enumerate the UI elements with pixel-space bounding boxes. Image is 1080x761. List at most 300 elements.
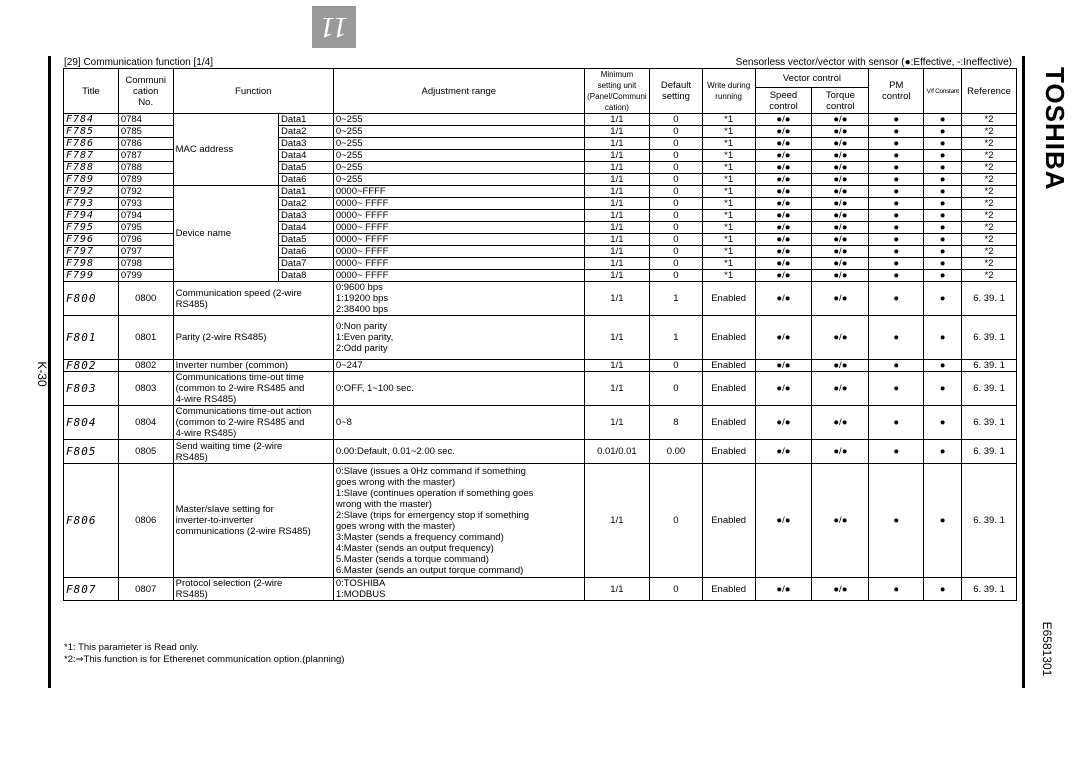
adjustment-range: 0~255 [333,138,584,150]
communication-number: 0803 [118,372,173,406]
reference: *2 [962,210,1017,222]
default-setting: 0 [650,174,703,186]
header-pm-control: PM control [869,69,924,114]
vf-constant-mark: ● [924,186,962,198]
speed-control-mark: ●/● [755,162,812,174]
pm-control-mark: ● [869,440,924,464]
pm-control-mark: ● [869,186,924,198]
communication-number: 0806 [118,464,173,578]
speed-control-mark: ●/● [755,440,812,464]
adjustment-range: 0:Non parity 1:Even parity, 2:Odd parity [333,316,584,360]
adjustment-range: 0000~ FFFF [333,258,584,270]
reference: *2 [962,150,1017,162]
parameter-title: F806 [64,464,119,578]
vf-constant-mark: ● [924,234,962,246]
minimum-unit: 1/1 [584,126,649,138]
communication-number: 0799 [118,270,173,282]
data-index: Data3 [279,138,334,150]
torque-control-mark: ●/● [812,316,869,360]
write-during-running: Enabled [702,406,755,440]
speed-control-mark: ●/● [755,258,812,270]
speed-control-mark: ●/● [755,282,812,316]
pm-control-mark: ● [869,270,924,282]
vf-constant-mark: ● [924,246,962,258]
default-setting: 0 [650,258,703,270]
write-during-running: *1 [702,246,755,258]
header-communication-no: Communi cation No. [118,69,173,114]
minimum-unit: 1/1 [584,186,649,198]
table-row [64,316,1017,360]
header-default: Default setting [650,69,703,114]
speed-control-mark: ●/● [755,114,812,126]
torque-control-mark: ●/● [812,162,869,174]
function-description: Send waiting time (2-wire RS485) [173,440,333,464]
default-setting: 1 [650,282,703,316]
default-setting: 0 [650,162,703,174]
torque-control-mark: ●/● [812,282,869,316]
torque-control-mark: ●/● [812,138,869,150]
vf-constant-mark: ● [924,464,962,578]
parameter-title: F805 [64,440,119,464]
write-during-running: *1 [702,114,755,126]
write-during-running: *1 [702,126,755,138]
header-speed-control: Speed control [755,88,812,114]
parameter-title: F799 [64,270,119,282]
communication-number: 0805 [118,440,173,464]
communication-number: 0786 [118,138,173,150]
table-row [64,360,1017,372]
vf-constant-mark: ● [924,210,962,222]
communication-number: 0796 [118,234,173,246]
communication-number: 0792 [118,186,173,198]
default-setting: 0 [650,246,703,258]
default-setting: 0 [650,360,703,372]
parameter-table [63,68,1017,601]
communication-number: 0789 [118,174,173,186]
function-description: Parity (2-wire RS485) [173,316,333,360]
function-description: Communications time-out time (common to 2-wire RS485 and 4-wire RS485) [173,372,333,406]
right-margin-rule [1022,56,1025,688]
pm-control-mark: ● [869,234,924,246]
default-setting: 0 [650,372,703,406]
minimum-unit: 1/1 [584,174,649,186]
pm-control-mark: ● [869,174,924,186]
reference: *2 [962,270,1017,282]
default-setting: 0 [650,210,703,222]
adjustment-range: 0~8 [333,406,584,440]
adjustment-range: 0~255 [333,174,584,186]
communication-number: 0788 [118,162,173,174]
speed-control-mark: ●/● [755,464,812,578]
write-during-running: *1 [702,150,755,162]
function-description: Protocol selection (2-wire RS485) [173,578,333,601]
speed-control-mark: ●/● [755,578,812,601]
parameter-title: F795 [64,222,119,234]
minimum-unit: 1/1 [584,210,649,222]
torque-control-mark: ●/● [812,174,869,186]
pm-control-mark: ● [869,198,924,210]
pm-control-mark: ● [869,138,924,150]
vf-constant-mark: ● [924,270,962,282]
torque-control-mark: ●/● [812,150,869,162]
vf-constant-mark: ● [924,198,962,210]
pm-control-mark: ● [869,464,924,578]
header-title: Title [64,69,119,114]
parameter-title: F792 [64,186,119,198]
data-index: Data6 [279,246,334,258]
pm-control-mark: ● [869,258,924,270]
minimum-unit: 1/1 [584,138,649,150]
pm-control-mark: ● [869,162,924,174]
reference: *2 [962,138,1017,150]
vf-constant-mark: ● [924,360,962,372]
parameter-title: F807 [64,578,119,601]
parameter-title: F804 [64,406,119,440]
table-row [64,372,1017,406]
reference: *2 [962,114,1017,126]
torque-control-mark: ●/● [812,234,869,246]
minimum-unit: 1/1 [584,198,649,210]
header-torque-control: Torque control [812,88,869,114]
default-setting: 0 [650,270,703,282]
parameter-title: F800 [64,282,119,316]
speed-control-mark: ●/● [755,138,812,150]
pm-control-mark: ● [869,406,924,440]
torque-control-mark: ●/● [812,198,869,210]
header-reference: Reference [962,69,1017,114]
vf-constant-mark: ● [924,114,962,126]
device-name-function: Device name [173,186,278,282]
write-during-running: Enabled [702,578,755,601]
minimum-unit: 1/1 [584,234,649,246]
speed-control-mark: ●/● [755,150,812,162]
vf-constant-mark: ● [924,282,962,316]
vf-constant-mark: ● [924,126,962,138]
data-index: Data1 [279,114,334,126]
header-function: Function [173,69,333,114]
minimum-unit: 1/1 [584,114,649,126]
communication-number: 0787 [118,150,173,162]
communication-number: 0797 [118,246,173,258]
pm-control-mark: ● [869,150,924,162]
write-during-running: Enabled [702,360,755,372]
vf-constant-mark: ● [924,150,962,162]
footnotes [64,642,344,666]
communication-number: 0798 [118,258,173,270]
reference: 6. 39. 1 [962,360,1017,372]
default-setting: 0 [650,186,703,198]
function-description: Communications time-out action (common to 2-wire RS485 and 4-wire RS485) [173,406,333,440]
header-vector-control: Vector control [755,69,869,88]
minimum-unit: 1/1 [584,406,649,440]
vf-constant-mark: ● [924,258,962,270]
pm-control-mark: ● [869,246,924,258]
reference: 6. 39. 1 [962,578,1017,601]
adjustment-range: 0~247 [333,360,584,372]
adjustment-range: 0~255 [333,162,584,174]
default-setting: 0 [650,114,703,126]
adjustment-range: 0000~ FFFF [333,246,584,258]
adjustment-range: 0.00:Default, 0.01~2.00 sec. [333,440,584,464]
speed-control-mark: ●/● [755,222,812,234]
speed-control-mark: ●/● [755,360,812,372]
parameter-title: F798 [64,258,119,270]
parameter-title: F802 [64,360,119,372]
write-during-running: *1 [702,162,755,174]
write-during-running: Enabled [702,282,755,316]
torque-control-mark: ●/● [812,440,869,464]
torque-control-mark: ●/● [812,360,869,372]
reference: *2 [962,162,1017,174]
default-setting: 0 [650,234,703,246]
minimum-unit: 1/1 [584,360,649,372]
parameter-title: F793 [64,198,119,210]
communication-number: 0785 [118,126,173,138]
data-index: Data3 [279,210,334,222]
table-row [64,114,1017,126]
reference: 6. 39. 1 [962,406,1017,440]
default-setting: 0 [650,198,703,210]
minimum-unit: 1/1 [584,150,649,162]
parameter-title: F784 [64,114,119,126]
vf-constant-mark: ● [924,406,962,440]
default-setting: 0 [650,578,703,601]
header-adjustment-range: Adjustment range [333,69,584,114]
header-write-running: Write during running [702,69,755,114]
adjustment-range: 0:OFF, 1~100 sec. [333,372,584,406]
write-during-running: *1 [702,270,755,282]
data-index: Data5 [279,162,334,174]
chapter-tab [312,6,356,48]
write-during-running: *1 [702,138,755,150]
adjustment-range: 0000~ FFFF [333,198,584,210]
document-code: E6581301 [1040,621,1054,677]
parameter-title: F803 [64,372,119,406]
minimum-unit: 0.01/0.01 [584,440,649,464]
data-index: Data5 [279,234,334,246]
adjustment-range: 0000~ FFFF [333,222,584,234]
write-during-running: Enabled [702,464,755,578]
pm-control-mark: ● [869,114,924,126]
torque-control-mark: ●/● [812,464,869,578]
torque-control-mark: ●/● [812,578,869,601]
reference: 6. 39. 1 [962,282,1017,316]
reference: 6. 39. 1 [962,440,1017,464]
adjustment-range: 0000~FFFF [333,186,584,198]
page-number: K-30 [35,361,49,387]
reference: *2 [962,246,1017,258]
adjustment-range: 0000~ FFFF [333,270,584,282]
adjustment-range: 0000~ FFFF [333,210,584,222]
reference: *2 [962,198,1017,210]
speed-control-mark: ●/● [755,406,812,440]
parameter-title: F801 [64,316,119,360]
adjustment-range: 0:Slave (issues a 0Hz command if something goes wrong with the master) 1:Slave (continues operation if something goes wrong with the master) 2:Slave (trips for emergency stop if something goes wrong with the master) 3:Master (sends a frequency command) 4:Master (sends an output frequency) 5.Master (sends a torque command) 6.Master (sends an output torque command) [333,464,584,578]
adjustment-range: 0~255 [333,150,584,162]
speed-control-mark: ●/● [755,186,812,198]
pm-control-mark: ● [869,360,924,372]
function-description: Inverter number (common) [173,360,333,372]
speed-control-mark: ●/● [755,372,812,406]
pm-control-mark: ● [869,372,924,406]
vf-constant-mark: ● [924,222,962,234]
table-row [64,464,1017,578]
torque-control-mark: ●/● [812,210,869,222]
vf-constant-mark: ● [924,316,962,360]
data-index: Data4 [279,150,334,162]
torque-control-mark: ●/● [812,406,869,440]
minimum-unit: 1/1 [584,246,649,258]
write-during-running: *1 [702,234,755,246]
pm-control-mark: ● [869,578,924,601]
table-row [64,186,1017,198]
adjustment-range: 0~255 [333,114,584,126]
write-during-running: *1 [702,198,755,210]
write-during-running: Enabled [702,372,755,406]
adjustment-range: 0:TOSHIBA 1:MODBUS [333,578,584,601]
brand-logo: TOSHIBA [1040,67,1070,191]
reference: *2 [962,126,1017,138]
reference: *2 [962,258,1017,270]
parameter-title: F785 [64,126,119,138]
communication-number: 0804 [118,406,173,440]
table-row [64,440,1017,464]
torque-control-mark: ●/● [812,222,869,234]
parameter-title: F797 [64,246,119,258]
speed-control-mark: ●/● [755,234,812,246]
section-title: [29] Communication function [1/4] [64,57,213,68]
reference: *2 [962,222,1017,234]
speed-control-mark: ●/● [755,246,812,258]
footnote-1: *1: This parameter is Read only. [64,642,199,653]
default-setting: 0 [650,464,703,578]
data-index: Data2 [279,126,334,138]
header-row [64,69,1017,88]
header-min-unit: Minimum setting unit (Panel/Communi cation) [584,69,649,114]
data-index: Data4 [279,222,334,234]
reference: *2 [962,174,1017,186]
pm-control-mark: ● [869,210,924,222]
vf-constant-mark: ● [924,174,962,186]
minimum-unit: 1/1 [584,222,649,234]
adjustment-range: 0:9600 bps 1:19200 bps 2:38400 bps [333,282,584,316]
chapter-number: 11 [320,11,348,44]
write-during-running: *1 [702,222,755,234]
speed-control-mark: ●/● [755,316,812,360]
torque-control-mark: ●/● [812,372,869,406]
write-during-running: *1 [702,210,755,222]
reference: 6. 39. 1 [962,464,1017,578]
vf-constant-mark: ● [924,138,962,150]
torque-control-mark: ●/● [812,114,869,126]
minimum-unit: 1/1 [584,258,649,270]
default-setting: 1 [650,316,703,360]
function-description: Communication speed (2-wire RS485) [173,282,333,316]
parameter-title: F786 [64,138,119,150]
vf-constant-mark: ● [924,372,962,406]
write-during-running: *1 [702,174,755,186]
default-setting: 0 [650,126,703,138]
minimum-unit: 1/1 [584,282,649,316]
speed-control-mark: ●/● [755,126,812,138]
vf-constant-mark: ● [924,162,962,174]
communication-number: 0793 [118,198,173,210]
minimum-unit: 1/1 [584,578,649,601]
data-index: Data2 [279,198,334,210]
parameter-title: F794 [64,210,119,222]
write-during-running: *1 [702,258,755,270]
data-index: Data8 [279,270,334,282]
minimum-unit: 1/1 [584,372,649,406]
default-setting: 0.00 [650,440,703,464]
parameter-title: F788 [64,162,119,174]
torque-control-mark: ●/● [812,270,869,282]
speed-control-mark: ●/● [755,198,812,210]
reference: 6. 39. 1 [962,372,1017,406]
write-during-running: *1 [702,186,755,198]
minimum-unit: 1/1 [584,270,649,282]
minimum-unit: 1/1 [584,316,649,360]
reference: 6. 39. 1 [962,316,1017,360]
pm-control-mark: ● [869,126,924,138]
table-row [64,282,1017,316]
write-during-running: Enabled [702,316,755,360]
communication-number: 0807 [118,578,173,601]
default-setting: 0 [650,222,703,234]
table-row [64,406,1017,440]
pm-control-mark: ● [869,222,924,234]
adjustment-range: 0~255 [333,126,584,138]
torque-control-mark: ●/● [812,126,869,138]
reference: *2 [962,234,1017,246]
default-setting: 8 [650,406,703,440]
default-setting: 0 [650,150,703,162]
speed-control-mark: ●/● [755,174,812,186]
parameter-title: F789 [64,174,119,186]
vf-constant-mark: ● [924,578,962,601]
communication-number: 0802 [118,360,173,372]
speed-control-mark: ●/● [755,270,812,282]
minimum-unit: 1/1 [584,464,649,578]
pm-control-mark: ● [869,282,924,316]
data-index: Data7 [279,258,334,270]
default-setting: 0 [650,138,703,150]
communication-number: 0801 [118,316,173,360]
pm-control-mark: ● [869,316,924,360]
communication-number: 0794 [118,210,173,222]
header-vf-constant: V/f Constant [924,69,962,114]
minimum-unit: 1/1 [584,162,649,174]
torque-control-mark: ●/● [812,186,869,198]
function-description: Master/slave setting for inverter-to-inverter communications (2-wire RS485) [173,464,333,578]
footnote-2: *2:⇒This function is for Etherenet communication option.(planning) [64,654,345,665]
parameter-title: F796 [64,234,119,246]
legend-note: Sensorless vector/vector with sensor (●:Effective, -:Ineffective) [735,57,1012,68]
communication-number: 0800 [118,282,173,316]
speed-control-mark: ●/● [755,210,812,222]
communication-number: 0784 [118,114,173,126]
table-body [64,114,1017,601]
data-index: Data6 [279,174,334,186]
data-index: Data1 [279,186,334,198]
communication-number: 0795 [118,222,173,234]
table-row [64,578,1017,601]
torque-control-mark: ●/● [812,246,869,258]
parameter-title: F787 [64,150,119,162]
reference: *2 [962,186,1017,198]
vf-constant-mark: ● [924,440,962,464]
mac-address-function: MAC address [173,114,278,186]
